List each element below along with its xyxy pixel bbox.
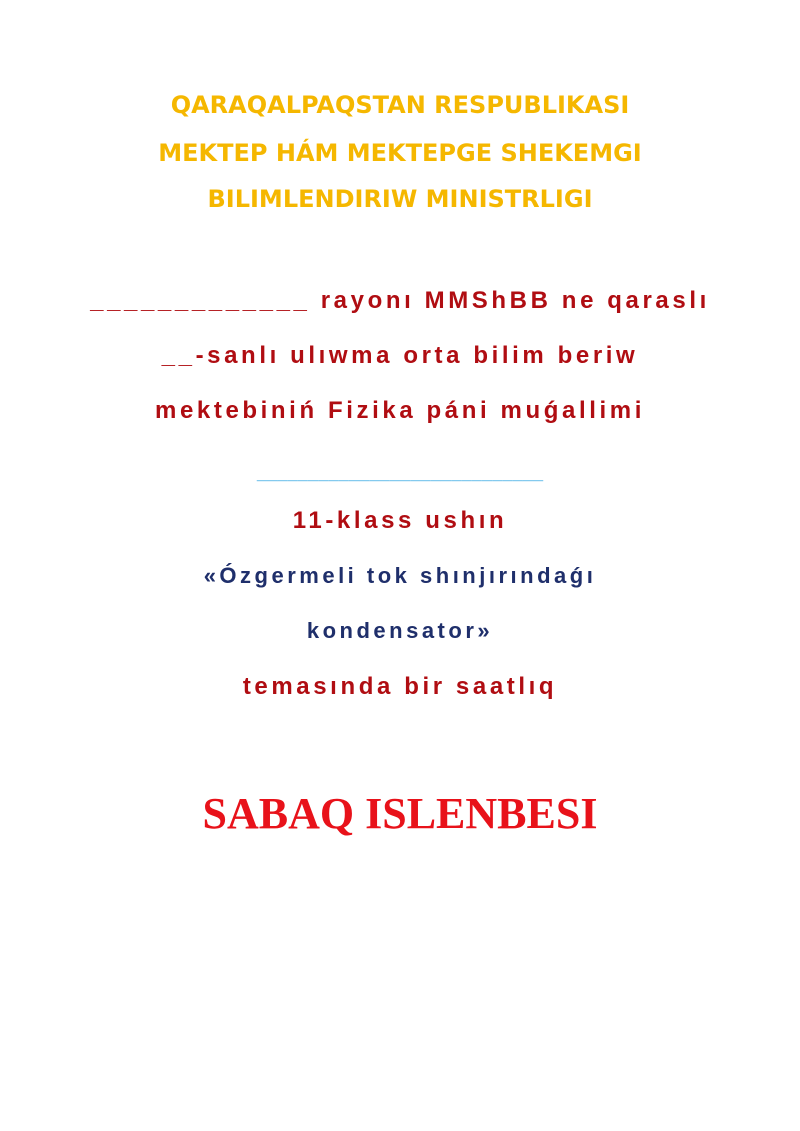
school-district-line: _____________ rayonı MMShBB ne qaraslı bbox=[90, 287, 710, 314]
teacher-role-line: mektebiniń Fizika páni muǵallimi bbox=[155, 397, 645, 424]
school-number-line: __-sanlı ulıwma orta bilim beriw bbox=[161, 342, 639, 369]
ministry-line-2: MEKTEP HÁM MEKTEPGE SHEKEMGI bbox=[158, 139, 642, 167]
duration-line: temasında bir saatlıq bbox=[242, 673, 558, 700]
topic-line-2: kondensator» bbox=[306, 618, 494, 643]
topic-line-1: «Ózgermeli tok shınjırındaǵı bbox=[203, 563, 597, 588]
document-title: SABAQ ISLENBESI bbox=[202, 789, 598, 838]
teacher-name-blank: ____________________________ bbox=[256, 462, 544, 482]
grade-line: 11-klass ushın bbox=[292, 507, 508, 534]
ministry-line-3: BILIMLENDIRIW MINISTRLIGI bbox=[207, 185, 593, 213]
ministry-line-1: QARAQALPAQSTAN RESPUBLIKASI bbox=[170, 91, 630, 119]
